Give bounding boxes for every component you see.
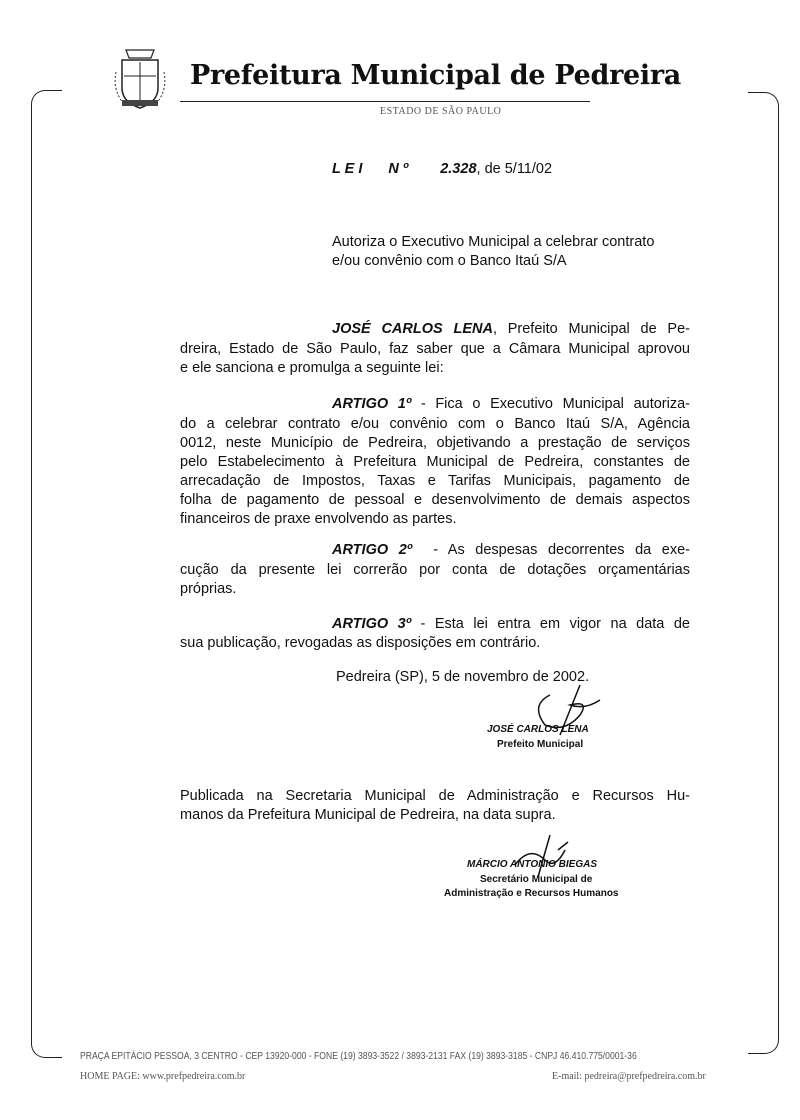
artigo2-line: cução da presente lei correrão por conta de dotações orçamentárias bbox=[180, 562, 690, 578]
artigo1-line: do a celebrar contrato e/ou convênio com o Banco Itaú S/A, Agência bbox=[180, 416, 690, 432]
signature2-name: MÁRCIO ANTONIO BIEGAS bbox=[467, 859, 598, 870]
signature1-name: JOSÉ CARLOS LENA bbox=[487, 724, 589, 735]
law-date: , de 5/11/02 bbox=[476, 161, 553, 177]
artigo2-first-line bbox=[332, 542, 690, 558]
ementa-line: e/ou convênio com o Banco Itaú S/A bbox=[332, 253, 567, 269]
signature2-role: Secretário Municipal de bbox=[480, 874, 593, 885]
page-frame-left bbox=[31, 90, 62, 1058]
artigo2-text: - As despesas decorrentes da exe- bbox=[412, 542, 690, 558]
signature1-role: Prefeito Municipal bbox=[497, 739, 584, 750]
preamble-first-line bbox=[332, 321, 690, 337]
law-label: L E I bbox=[332, 161, 363, 177]
closing-date: Pedreira (SP), 5 de novembro de 2002. bbox=[336, 669, 590, 685]
law-number: 2.328 bbox=[440, 161, 477, 177]
artigo3-text: - Esta lei entra em vigor na data de bbox=[411, 616, 690, 632]
law-heading bbox=[332, 161, 552, 177]
header-title: Prefeitura Municipal de Pedreira bbox=[190, 60, 681, 91]
artigo2-line: próprias. bbox=[180, 581, 237, 597]
artigo1-line: pelo Estabelecimento à Prefeitura Municipal de Pedreira, constantes de bbox=[180, 454, 690, 470]
page-frame-right bbox=[748, 92, 779, 1054]
header-state: ESTADO DE SÃO PAULO bbox=[380, 106, 502, 117]
publication-line: Publicada na Secretaria Municipal de Administração e Recursos Hu- bbox=[180, 788, 690, 804]
artigo3-label: ARTIGO 3º bbox=[332, 616, 411, 632]
footer-homepage: HOME PAGE: www.prefpedreira.com.br bbox=[80, 1071, 246, 1082]
artigo1-line: financeiros de praxe envolvendo as partes. bbox=[180, 511, 457, 527]
artigo1-first-line bbox=[332, 396, 690, 412]
ementa-line: Autoriza o Executivo Municipal a celebrar contrato bbox=[332, 234, 655, 250]
artigo1-line: 0012, neste Município de Pedreira, objetivando a prestação de serviços bbox=[180, 435, 690, 451]
law-number-label: N º bbox=[388, 161, 409, 177]
footer-email: E-mail: pedreira@prefpedreira.com.br bbox=[552, 1071, 706, 1082]
preamble-line: dreira, Estado de São Paulo, faz saber que a Câmara Municipal aprovou bbox=[180, 341, 690, 357]
artigo1-line: folha de pagamento de pessoal e desenvolvimento de demais aspectos bbox=[180, 492, 690, 508]
mayor-name: JOSÉ CARLOS LENA bbox=[332, 321, 493, 337]
secretary-signature bbox=[510, 830, 590, 880]
artigo1-line: arrecadação de Impostos, Taxas e Tarifas Municipais, pagamento de bbox=[180, 473, 690, 489]
artigo3-line: sua publicação, revogadas as disposições em contrário. bbox=[180, 635, 541, 651]
signature2-department: Administração e Recursos Humanos bbox=[444, 888, 619, 899]
artigo3-first-line bbox=[332, 616, 690, 632]
publication-line: manos da Prefeitura Municipal de Pedreira, na data supra. bbox=[180, 807, 556, 823]
artigo1-text: - Fica o Executivo Municipal autoriza- bbox=[411, 396, 690, 412]
preamble-text: , Prefeito Municipal de Pe- bbox=[492, 321, 690, 337]
header-rule bbox=[180, 101, 590, 102]
artigo1-label: ARTIGO 1º bbox=[332, 396, 412, 412]
preamble-line: e ele sanciona e promulga a seguinte lei: bbox=[180, 360, 444, 376]
footer-address: PRAÇA EPITÁCIO PESSOA, 3 CENTRO - CEP 13920-000 - FONE (19) 3893-3522 / 3893-2131 FAX (19) 3893-3185 - CNPJ 46.410.775/0001-36 bbox=[80, 1051, 637, 1062]
artigo2-label: ARTIGO 2º bbox=[332, 542, 413, 558]
coat-of-arms-logo bbox=[112, 42, 168, 112]
